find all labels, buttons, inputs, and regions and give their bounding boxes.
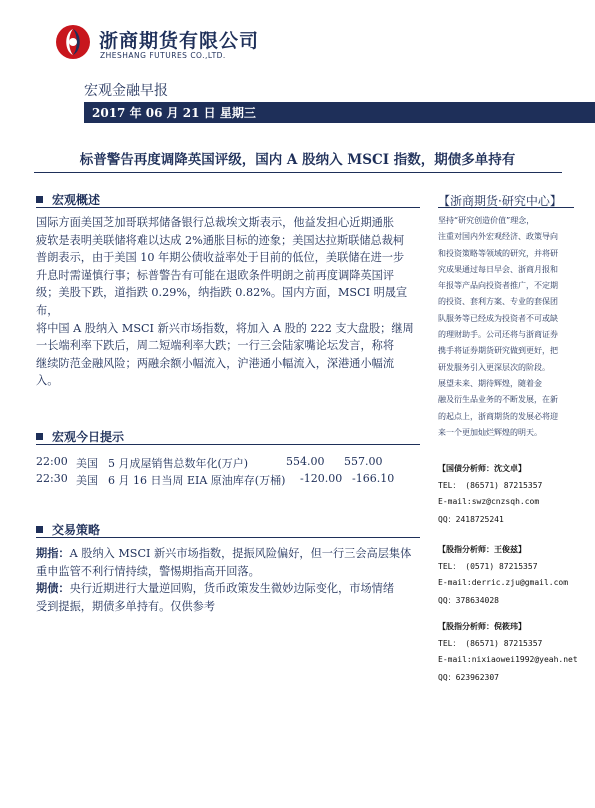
company-name-cn: 浙商期货有限公司: [99, 30, 260, 52]
company-logo: [55, 22, 455, 70]
section-divider: [36, 207, 420, 208]
research-center-intro: [438, 213, 574, 441]
event-name: 6 月 16 日当周 EIA 原油库存(万桶): [108, 474, 286, 487]
analyst-qq: QQ：623962307: [438, 673, 499, 682]
event-name: 5 月成屋销售总数年化(万户): [108, 457, 249, 470]
date-banner: [0, 102, 595, 123]
event-time: 22:30: [36, 472, 68, 485]
page-headline: 标普警告再度调降英国评级，国内 A 股纳入 MSCI 指数，期债多单持有: [79, 152, 516, 168]
overview-paragraph: [36, 214, 420, 390]
analyst-title: 【股指分析师：倪筱玮】: [438, 622, 526, 631]
company-name-en: ZHESHANG FUTURES CO.,LTD.: [100, 51, 226, 60]
analyst-qq: QQ：2418725241: [438, 515, 504, 524]
paragraph-line: 疲软是表明美联储将难以达成 2%通胀目标的迹象；美国达拉斯联储总裁柯: [36, 233, 405, 247]
event-forecast: -166.10: [352, 472, 395, 485]
analyst-email[interactable]: E-mail:swz@cnzsqh.com: [438, 497, 540, 506]
analyst-email[interactable]: E-mail:derric.zju@gmail.com: [438, 578, 569, 587]
intro-line: 究成果通过每日早会、浙商月报和: [438, 264, 558, 274]
event-previous: -120.00: [300, 472, 343, 485]
intro-line: 年报等产品向投资者推广，不定期: [438, 281, 558, 291]
intro-line: 队服务等已经成为投资者不可或缺: [438, 313, 558, 323]
research-center-title: 【浙商期货·研究中心】: [438, 194, 562, 208]
section-title-calendar: 宏观今日提示: [36, 428, 416, 445]
sidebar-divider: [438, 207, 574, 208]
analyst-title: 【国债分析师：沈文卓】: [438, 464, 526, 473]
report-date: 2017 年 06 月 21 日 星期三: [92, 106, 256, 120]
section-title-overview: 宏观概述: [36, 191, 416, 208]
section-divider: [36, 537, 420, 538]
event-time: 22:00: [36, 455, 68, 468]
intro-line: 的理财助手。公司还将与浙商证券: [438, 330, 558, 340]
analyst-card: [438, 544, 578, 612]
intro-line: 来一个更加灿烂辉煌的明天。: [438, 427, 542, 437]
square-bullet-icon: [36, 433, 43, 440]
strategy-line: 受到提振，期债多单持有。仅供参考: [36, 599, 216, 613]
strategy-label: 期债：: [36, 581, 70, 596]
paragraph-line: 入。: [36, 374, 59, 388]
event-previous: 554.00: [286, 455, 325, 468]
analyst-tel: TEL： (86571) 87215357: [438, 481, 543, 490]
intro-line: 携手将证券期货研究做到更好，把: [438, 346, 558, 356]
intro-line: 的投资、套利方案、专业的套保团: [438, 297, 558, 307]
event-country: 美国: [76, 474, 98, 487]
intro-line: 研发服务引入更深层次的阶段。: [438, 362, 550, 372]
strategy-line: 重申监管不利行情持续，警惕期指高开回落。: [36, 564, 260, 578]
analyst-title: 【股指分析师：王俊兹】: [438, 545, 526, 554]
square-bullet-icon: [36, 196, 43, 203]
paragraph-line: 国际方面美国芝加哥联邦储备银行总裁埃文斯表示，他益发担心近期通胀: [36, 216, 395, 229]
analyst-card: [438, 463, 578, 531]
event-forecast: 557.00: [344, 455, 383, 468]
analyst-tel: TEL： (0571) 87215357: [438, 562, 538, 571]
intro-line: 的起点上，浙商期货的发展必将迎: [438, 411, 558, 421]
intro-line: 融及衍生品业务的不断发展，在新: [438, 395, 558, 405]
report-type: 宏观金融早报: [84, 83, 168, 99]
intro-line: 坚持“研究创造价值”理念，: [438, 216, 535, 225]
analyst-email[interactable]: E-mail:nixiaowei1992@yeah.net: [438, 655, 578, 664]
paragraph-line: 升息时需谨慎行事；标普警告有可能在退欧条件明朗之前再度调降英国评: [36, 268, 395, 282]
square-bullet-icon: [36, 526, 43, 533]
section-divider: [36, 444, 420, 445]
headline-divider: [34, 172, 562, 173]
intro-line: 和投资策略等领域的研究，并将研: [438, 248, 558, 258]
strategy-line: 期债：央行近期进行大量逆回购，货币政策发生微妙边际变化，市场情绪: [36, 581, 395, 596]
paragraph-line: 继续防范金融风险；两融余额小幅流入，沪港通小幅流入，深港通小幅流: [36, 356, 395, 370]
section-title-strategy: 交易策略: [36, 521, 416, 538]
paragraph-line: 一长端利率下跌后，周二短端利率大跌；一行三会陆家嘴论坛发言，称将: [36, 339, 395, 353]
analyst-card: [438, 621, 578, 689]
zheshang-logo-icon: [55, 24, 91, 60]
strategy-paragraph: [36, 545, 420, 615]
banner-notch: [0, 100, 84, 125]
paragraph-line: 将中国 A 股纳入 MSCI 新兴市场指数，将加入 A 股的 222 支大盘股；继周: [36, 321, 414, 335]
strategy-label: 期指：: [36, 546, 70, 560]
analyst-tel: TEL： (86571) 87215357: [438, 639, 543, 648]
event-country: 美国: [76, 457, 98, 470]
paragraph-line: 普朗表示，由于美国 10 年期公债收益率处于目前的低位，美联储在进一步: [36, 251, 405, 265]
paragraph-line: 级；美股下跌，道指跌 0.29%，纳指跌 0.82%。国内方面，MSCI 明晟宣布，: [36, 286, 408, 317]
strategy-line: 期指：A 股纳入 MSCI 新兴市场指数，提振风险偏好，但一行三会高层集体: [36, 546, 412, 560]
analyst-qq: QQ：378634028: [438, 596, 499, 605]
intro-line: 注重对国内外宏观经济、政策导向: [438, 232, 558, 242]
intro-line: 展望未来、期待辉煌，随着金: [438, 378, 542, 388]
